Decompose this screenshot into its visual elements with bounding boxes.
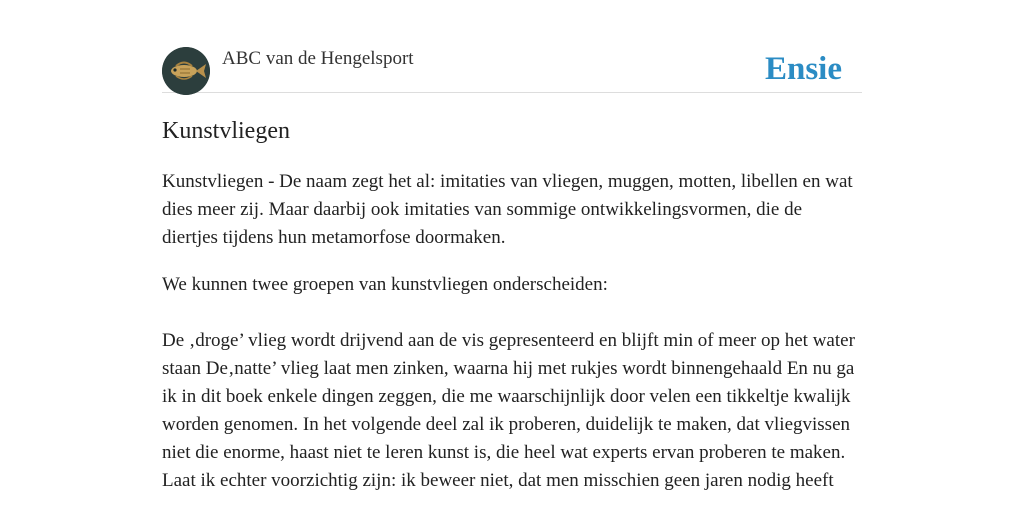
- page: [162, 0, 862, 512]
- source-avatar[interactable]: [162, 47, 210, 95]
- fish-icon: [162, 47, 210, 95]
- article-paragraph: We kunnen twee groepen van kunstvliegen onderscheiden:: [162, 274, 608, 295]
- article-title: Kunstvliegen: [162, 118, 290, 144]
- source-header: [162, 46, 862, 93]
- ensie-logo[interactable]: Ensie: [764, 51, 842, 87]
- article-paragraph: De ‚droge’ vlieg wordt drijvend aan de vis gepresenteerd en blijft min of meer op het water staan De‚natte’ vlieg laat men zinken, waarna hij met rukjes wordt binnengehaald En nu ga ik in dit boek enkele dingen zeggen, die me waarschijnlijk door velen een tikkeltje kwalijk worden genomen. In het volgende deel zal ik proberen, duidelijk te maken, dat vliegvissen niet die enorme, haast niet te leren kunst is, die heel wat experts ervan proberen te maken. Laat ik echter voorzichtig zijn: ik beweer niet, dat men misschien geen jaren nodig heeft: [162, 330, 855, 491]
- source-name[interactable]: ABC van de Hengelsport: [222, 48, 414, 69]
- article-body: [162, 168, 862, 514]
- article-paragraph: Kunstvliegen - De naam zegt het al: imitaties van vliegen, muggen, motten, libellen en wat dies meer zij. Maar daarbij ook imitaties van sommige ontwikkelingsvormen, die de diertjes tijdens hun metamorfose doormaken.: [162, 171, 853, 248]
